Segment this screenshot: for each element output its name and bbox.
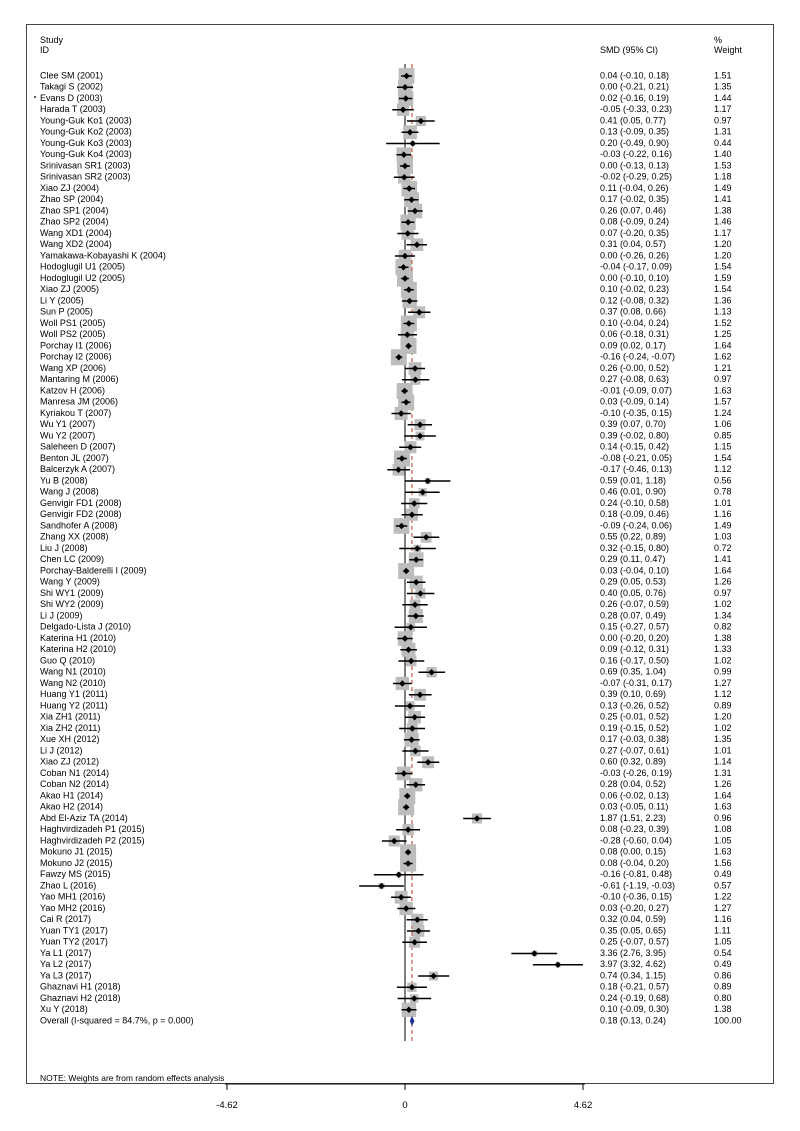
study-ci-text: 0.19 (-0.15, 0.52) [600, 722, 670, 733]
study-weight: 1.17 [714, 104, 732, 115]
study-ci-text: 0.06 (-0.18, 0.31) [600, 329, 670, 340]
study-weight: 1.15 [714, 441, 732, 452]
study-weight: 1.36 [714, 295, 732, 306]
study-weight: 1.44 [714, 92, 732, 103]
study-ci-text: 0.60 (0.32, 0.89) [600, 756, 667, 767]
study-label: Mokuno J1 (2015) [40, 846, 113, 857]
header-id: ID [40, 45, 49, 55]
study-ci-text: -0.10 (-0.35, 0.15) [600, 407, 673, 418]
study-ci-text: 0.14 (-0.15, 0.42) [600, 441, 670, 452]
study-ci-text: 0.25 (-0.01, 0.52) [600, 711, 670, 722]
header-weight: Weight [714, 45, 742, 55]
study-weight: 1.12 [714, 464, 732, 475]
study-ci-text: 0.04 (-0.10, 0.18) [600, 70, 670, 81]
study-ci-text: 0.35 (0.05, 0.65) [600, 925, 667, 936]
study-label: Xia ZH2 (2011) [40, 722, 101, 733]
overall-weight: 100.00 [714, 1015, 742, 1026]
study-label: Zhao SP (2004) [40, 194, 104, 205]
study-weight: 0.89 [714, 981, 732, 992]
study-weight: 1.35 [714, 81, 732, 92]
study-ci-text: 0.37 (0.08, 0.66) [600, 306, 667, 317]
study-label: Zhao SP2 (2004) [40, 216, 109, 227]
study-ci-text: 0.18 (-0.21, 0.57) [600, 981, 670, 992]
study-ci-text: -0.05 (-0.33, 0.23) [600, 104, 673, 115]
study-weight: 1.27 [714, 677, 732, 688]
study-ci-text: 0.00 (-0.26, 0.26) [600, 250, 670, 261]
study-ci-text: 0.39 (0.10, 0.69) [600, 689, 667, 700]
study-ci-text: 0.59 (0.01, 1.18) [600, 475, 667, 486]
study-label: Abd El-Aziz TA (2014) [40, 812, 128, 823]
study-weight: 1.20 [714, 239, 732, 250]
study-label: Yuan TY2 (2017) [40, 936, 108, 947]
study-label: Wu Y1 (2007) [40, 419, 96, 430]
study-weight: 0.49 [714, 959, 732, 970]
study-ci-text: 0.09 (0.02, 0.17) [600, 340, 667, 351]
study-ci-text: 3.97 (3.32, 4.62) [600, 959, 667, 970]
study-weight: 1.64 [714, 340, 732, 351]
study-ci-text: 0.32 (0.04, 0.59) [600, 914, 667, 925]
study-ci-text: 0.08 (0.00, 0.15) [600, 846, 667, 857]
study-ci-text: -0.61 (-1.19, -0.03) [600, 880, 676, 891]
study-label: Saleheen D (2007) [40, 441, 116, 452]
study-label: Manresa JM (2006) [40, 396, 119, 407]
study-weight: 1.62 [714, 351, 732, 362]
study-label: Wang XD1 (2004) [40, 227, 112, 238]
study-label: Katzov H (2006) [40, 385, 106, 396]
study-weight: 1.02 [714, 722, 732, 733]
study-label: Ghaznavi H2 (2018) [40, 992, 121, 1003]
study-label: Young-Guk Ko3 (2003) [40, 137, 132, 148]
study-label: Wu Y2 (2007) [40, 430, 96, 441]
study-label: Katerina H1 (2010) [40, 632, 117, 643]
study-weight: 1.01 [714, 745, 732, 756]
study-label: Ya L2 (2017) [40, 959, 92, 970]
study-ci-text: 0.00 (-0.20, 0.20) [600, 632, 670, 643]
study-weight: 1.12 [714, 689, 732, 700]
study-weight: 1.22 [714, 891, 732, 902]
study-weight: 1.53 [714, 160, 732, 171]
study-weight: 1.11 [714, 925, 731, 936]
study-label: Ya L3 (2017) [40, 970, 92, 981]
study-label: Zhao SP1 (2004) [40, 205, 109, 216]
study-label: Xue XH (2012) [40, 734, 100, 745]
study-label: Huang Y2 (2011) [40, 700, 108, 711]
study-label: Zhang XX (2008) [40, 531, 109, 542]
study-label: Woll PS1 (2005) [40, 317, 106, 328]
study-weight: 1.05 [714, 936, 732, 947]
study-label: Akao H2 (2014) [40, 801, 104, 812]
study-label: Coban N1 (2014) [40, 767, 110, 778]
study-label: Shi WY2 (2009) [40, 599, 104, 610]
study-weight: 1.21 [714, 362, 732, 373]
study-label: Akao H1 (2014) [40, 790, 104, 801]
study-ci-text: -0.17 (-0.46, 0.13) [600, 464, 673, 475]
study-label: Cai R (2017) [40, 914, 92, 925]
study-ci-text: 0.55 (0.22, 0.89) [600, 531, 667, 542]
study-label: Wang N2 (2010) [40, 677, 106, 688]
study-label: Yao MH1 (2016) [40, 891, 106, 902]
study-ci-text: 0.16 (-0.17, 0.50) [600, 655, 670, 666]
study-weight: 1.54 [714, 261, 732, 272]
study-weight: 0.97 [714, 587, 732, 598]
study-weight: 1.59 [714, 272, 732, 283]
study-ci-text: 0.46 (0.01, 0.90) [600, 486, 667, 497]
study-weight: 0.96 [714, 812, 732, 823]
study-ci-text: 0.18 (-0.09, 0.46) [600, 509, 670, 520]
study-ci-text: 0.10 (-0.04, 0.24) [600, 317, 670, 328]
study-weight: 1.51 [714, 70, 732, 81]
study-weight: 0.97 [714, 374, 732, 385]
study-weight: 1.63 [714, 846, 732, 857]
study-weight: 1.52 [714, 317, 732, 328]
study-weight: 0.56 [714, 475, 732, 486]
study-weight: 1.46 [714, 216, 732, 227]
study-ci-text: 0.69 (0.35, 1.04) [600, 666, 667, 677]
study-weight: 1.49 [714, 520, 732, 531]
study-weight: 1.20 [714, 250, 732, 261]
study-weight: 0.80 [714, 992, 732, 1003]
study-ci-text: 0.17 (-0.03, 0.38) [600, 734, 670, 745]
study-label: Woll PS2 (2005) [40, 329, 106, 340]
study-ci-text: 0.13 (-0.26, 0.52) [600, 700, 670, 711]
study-weight: 0.78 [714, 486, 732, 497]
study-label: Haghvirdizadeh P2 (2015) [40, 835, 145, 846]
study-ci-text: -0.01 (-0.09, 0.07) [600, 385, 673, 396]
study-ci-text: 0.39 (0.07, 0.70) [600, 419, 667, 430]
study-weight: 1.31 [714, 126, 732, 137]
study-ci-text: 0.27 (-0.07, 0.61) [600, 745, 670, 756]
overall-ci-text: 0.18 (0.13, 0.24) [600, 1015, 667, 1026]
study-label: Coban N2 (2014) [40, 779, 110, 790]
study-label: Xiao ZJ (2012) [40, 756, 100, 767]
study-ci-text: 0.29 (0.11, 0.47) [600, 554, 666, 565]
study-weight: 0.97 [714, 115, 732, 126]
study-label: Young-Guk Ko2 (2003) [40, 126, 132, 137]
study-label: Xiao ZJ (2005) [40, 284, 100, 295]
study-weight: 1.06 [714, 419, 732, 430]
study-label: Yu B (2008) [40, 475, 88, 486]
study-weight: 1.27 [714, 902, 732, 913]
study-weight: 1.34 [714, 610, 732, 621]
study-label: Liu J (2008) [40, 542, 88, 553]
study-ci-text: 0.08 (-0.04, 0.20) [600, 857, 670, 868]
study-ci-text: -0.16 (-0.24, -0.07) [600, 351, 676, 362]
study-weight: 1.26 [714, 576, 732, 587]
study-weight: 1.05 [714, 835, 732, 846]
study-label: Benton JL (2007) [40, 452, 109, 463]
study-label: Porchay I1 (2006) [40, 340, 112, 351]
study-ci-text: 0.07 (-0.20, 0.35) [600, 227, 670, 238]
study-label: Takagi S (2002) [40, 81, 104, 92]
study-weight: 1.24 [714, 407, 732, 418]
study-label: Evans D (2003) [40, 92, 103, 103]
study-ci-text: -0.07 (-0.31, 0.17) [600, 677, 673, 688]
study-weight: 1.03 [714, 531, 732, 542]
study-ci-text: 0.00 (-0.21, 0.21) [600, 81, 670, 92]
study-label: Genvigir FD1 (2008) [40, 497, 122, 508]
x-axis-tick-label: -4.62 [216, 1100, 238, 1111]
study-ci-text: -0.28 (-0.60, 0.04) [600, 835, 673, 846]
study-weight: 0.86 [714, 970, 732, 981]
study-weight: 0.49 [714, 869, 732, 880]
header-study: Study [40, 35, 64, 45]
study-label: Kyriakou T (2007) [40, 407, 112, 418]
study-ci-text: 0.03 (-0.20, 0.27) [600, 902, 670, 913]
study-label: Yuan TY1 (2017) [40, 925, 108, 936]
study-ci-text: 3.36 (2.76, 3.95) [600, 947, 667, 958]
study-weight: 0.44 [714, 137, 732, 148]
overall-diamond [410, 1017, 414, 1026]
study-weight: 1.63 [714, 385, 732, 396]
weights-note: NOTE: Weights are from random effects analysis [40, 1073, 225, 1083]
study-label: Guo Q (2010) [40, 655, 96, 666]
study-ci-text: 0.26 (0.07, 0.46) [600, 205, 667, 216]
study-weight: 1.17 [714, 227, 732, 238]
study-label: Young-Guk Ko1 (2003) [40, 115, 132, 126]
x-axis-tick-label: 4.62 [573, 1100, 593, 1111]
study-label: Delgado-Lista J (2010) [40, 621, 132, 632]
study-label: Mantaring M (2006) [40, 374, 119, 385]
study-ci-text: 0.39 (-0.02, 0.80) [600, 430, 670, 441]
study-ci-text: 0.10 (-0.02, 0.23) [600, 284, 670, 295]
x-axis-tick-label: 0 [402, 1100, 408, 1111]
study-weight: 1.14 [714, 756, 732, 767]
study-ci-text: -0.16 (-0.81, 0.48) [600, 869, 673, 880]
study-weight: 0.54 [714, 947, 732, 958]
study-label: Fawzy MS (2015) [40, 869, 111, 880]
study-ci-text: 0.03 (-0.04, 0.10) [600, 565, 670, 576]
header-smd: SMD (95% CI) [600, 45, 659, 55]
study-weight: 1.16 [714, 509, 732, 520]
study-label: Haghvirdizadeh P1 (2015) [40, 824, 145, 835]
study-ci-text: -0.04 (-0.17, 0.09) [600, 261, 673, 272]
study-label: Huang Y1 (2011) [40, 689, 108, 700]
study-weight: 1.35 [714, 734, 732, 745]
study-weight: 1.33 [714, 644, 732, 655]
study-weight: 1.26 [714, 779, 732, 790]
study-ci-text: 0.32 (-0.15, 0.80) [600, 542, 670, 553]
study-label: Wang XP (2006) [40, 362, 107, 373]
study-label: Li Y (2005) [40, 295, 84, 306]
study-weight: 1.02 [714, 655, 732, 666]
study-weight: 1.54 [714, 452, 732, 463]
study-label: Porchay I2 (2006) [40, 351, 112, 362]
study-weight: 1.25 [714, 329, 732, 340]
study-label: Hodoglugil U2 (2005) [40, 272, 126, 283]
study-label: Young-Guk Ko4 (2003) [40, 149, 132, 160]
study-weight: 0.89 [714, 700, 732, 711]
study-label: Shi WY1 (2009) [40, 587, 104, 598]
study-ci-text: 0.10 (-0.09, 0.30) [600, 1004, 670, 1015]
study-label: Katerina H2 (2010) [40, 644, 117, 655]
study-ci-text: 0.41 (0.05, 0.77) [600, 115, 667, 126]
study-label: Yao MH2 (2016) [40, 902, 106, 913]
study-weight: 1.54 [714, 284, 732, 295]
study-label: Clee SM (2001) [40, 70, 104, 81]
study-label: Mokuno J2 (2015) [40, 857, 113, 868]
study-label: Sandhofer A (2008) [40, 520, 118, 531]
study-weight: 1.40 [714, 149, 732, 160]
study-weight: 0.72 [714, 542, 732, 553]
study-weight: 1.20 [714, 711, 732, 722]
study-weight: 1.18 [714, 171, 732, 182]
study-weight: 1.38 [714, 1004, 732, 1015]
study-ci-text: 0.15 (-0.27, 0.57) [600, 621, 670, 632]
overall-label: Overall (I-squared = 84.7%, p = 0.000) [40, 1015, 194, 1026]
study-ci-text: 0.28 (0.07, 0.49) [600, 610, 667, 621]
study-ci-text: 0.27 (-0.08, 0.63) [600, 374, 670, 385]
study-label: Sun P (2005) [40, 306, 93, 317]
study-weight: 1.13 [714, 306, 732, 317]
study-weight: 1.08 [714, 824, 732, 835]
study-ci-text: 1.87 (1.51, 2.23) [600, 812, 667, 823]
study-ci-text: 0.31 (0.04, 0.57) [600, 239, 667, 250]
study-ci-text: -0.08 (-0.21, 0.05) [600, 452, 673, 463]
study-ci-text: 0.08 (-0.23, 0.39) [600, 824, 670, 835]
study-weight: 1.63 [714, 801, 732, 812]
study-ci-text: 0.20 (-0.49, 0.90) [600, 137, 670, 148]
study-weight: 1.31 [714, 767, 732, 778]
study-ci-text: 0.02 (-0.16, 0.19) [600, 92, 670, 103]
study-weight: 1.41 [714, 554, 732, 565]
study-weight: 0.99 [714, 666, 732, 677]
study-ci-text: 0.03 (-0.09, 0.14) [600, 396, 670, 407]
study-label: Srinivasan SR2 (2003) [40, 171, 131, 182]
study-label: Wang J (2008) [40, 486, 99, 497]
study-ci-text: 0.74 (0.34, 1.15) [600, 970, 667, 981]
study-ci-text: 0.24 (-0.10, 0.58) [600, 497, 670, 508]
header-pct: % [714, 35, 723, 45]
study-label: Xu Y (2018) [40, 1004, 88, 1015]
study-ci-text: 0.06 (-0.02, 0.13) [600, 790, 670, 801]
study-weight: 1.49 [714, 182, 732, 193]
study-label: Xia ZH1 (2011) [40, 711, 101, 722]
study-ci-text: -0.10 (-0.36, 0.15) [600, 891, 673, 902]
study-weight: 1.64 [714, 790, 732, 801]
study-ci-text: 0.12 (-0.08, 0.32) [600, 295, 670, 306]
study-weight: 1.01 [714, 497, 732, 508]
study-label: Genvigir FD2 (2008) [40, 509, 122, 520]
study-weight: 1.02 [714, 599, 732, 610]
study-ci-text: 0.03 (-0.05, 0.11) [600, 801, 669, 812]
study-label: Ya L1 (2017) [40, 947, 92, 958]
study-weight: 0.85 [714, 430, 732, 441]
study-weight: 1.64 [714, 565, 732, 576]
study-weight: 1.57 [714, 396, 732, 407]
study-ci-text: 0.00 (-0.13, 0.13) [600, 160, 670, 171]
study-ci-text: -0.09 (-0.24, 0.06) [600, 520, 673, 531]
study-ci-text: 0.24 (-0.19, 0.68) [600, 992, 670, 1003]
study-label: Harada T (2003) [40, 104, 106, 115]
study-label: Srinivasan SR1 (2003) [40, 160, 131, 171]
study-ci-text: 0.13 (-0.09, 0.35) [600, 126, 670, 137]
study-ci-text: 0.17 (-0.02, 0.35) [600, 194, 670, 205]
study-ci-text: 0.00 (-0.10, 0.10) [600, 272, 670, 283]
study-label: Porchay-Balderelli I (2009) [40, 565, 147, 576]
study-ci-text: 0.11 (-0.04, 0.26) [600, 182, 669, 193]
study-label: Wang Y (2009) [40, 576, 100, 587]
study-weight: 1.41 [714, 194, 732, 205]
study-label: Xiao ZJ (2004) [40, 182, 100, 193]
study-ci-text: 0.40 (0.05, 0.76) [600, 587, 667, 598]
study-label: Wang N1 (2010) [40, 666, 106, 677]
study-label: Ghaznavi H1 (2018) [40, 981, 121, 992]
study-ci-text: 0.25 (-0.07, 0.57) [600, 936, 670, 947]
study-weight: 1.38 [714, 205, 732, 216]
study-label: Balcerzyk A (2007) [40, 464, 116, 475]
study-ci-text: -0.03 (-0.22, 0.16) [600, 149, 673, 160]
study-weight: 1.16 [714, 914, 732, 925]
study-label: Li J (2009) [40, 610, 83, 621]
study-weight: 1.56 [714, 857, 732, 868]
study-label: Hodoglugil U1 (2005) [40, 261, 126, 272]
study-ci-text: 0.28 (0.04, 0.52) [600, 779, 667, 790]
study-label: Li J (2012) [40, 745, 83, 756]
study-weight: 0.82 [714, 621, 732, 632]
study-label: Yamakawa-Kobayashi K (2004) [40, 250, 166, 261]
study-ci-text: 0.29 (0.05, 0.53) [600, 576, 667, 587]
study-label: Zhao L (2016) [40, 880, 97, 891]
study-weight: 0.57 [714, 880, 732, 891]
study-ci-text: 0.08 (-0.09, 0.24) [600, 216, 670, 227]
study-ci-text: 0.09 (-0.12, 0.31) [600, 644, 670, 655]
study-weight: 1.38 [714, 632, 732, 643]
study-ci-text: -0.02 (-0.29, 0.25) [600, 171, 673, 182]
study-ci-text: 0.26 (-0.00, 0.52) [600, 362, 670, 373]
study-label: Wang XD2 (2004) [40, 239, 112, 250]
study-label: Chen LC (2009) [40, 554, 105, 565]
study-ci-text: 0.26 (-0.07, 0.59) [600, 599, 670, 610]
study-ci-text: -0.03 (-0.26, 0.19) [600, 767, 673, 778]
